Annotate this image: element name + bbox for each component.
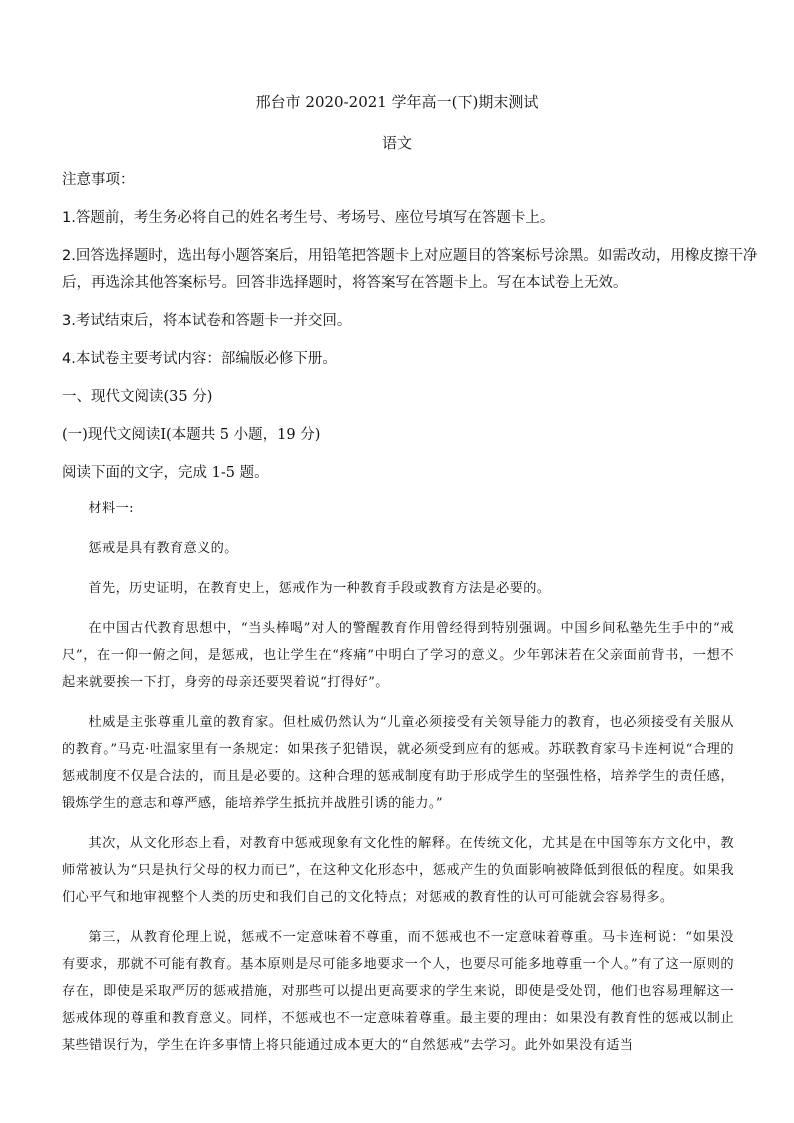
material-paragraph: 第三，从教育伦理上说，惩戒不一定意味着不尊重，而不惩戒也不一定意味着尊重。马卡连柯说：“如果没有要求，那就不可能有教育。基本原则是尽可能多地要求一个人，也要尽可能多地尊重一个人。”有了这一原则的存在，即使是采取严厉的惩戒措施，对那些可以提出更高要求的学生来说，即使是受处罚，他们也容易理解这一惩戒体现的尊重和教育意义。同样，不惩戒也不一定意味着尊重。最主要的理由：如果没有教育性的惩戒以制止某些错误行为，学生在许多事情上将只能通过成本更大的“自然惩戒”去学习。此外如果没有适当 <box>62 930 734 1053</box>
material-paragraph: 在中国古代教育思想中，“当头棒喝”对人的警醒教育作用曾经得到特别强调。中国乡间私塾先生手中的“戒尺”，在一仰一俯之间，是惩戒，也让学生在“疼痛”中明白了学习的意义。少年郭沫若在父亲面前背书，一想不起来就要挨一下打，身旁的母亲还要哭着说“打得好”。 <box>62 621 734 690</box>
reading-material <box>62 495 734 1059</box>
notice-item: 1.答题前，考生务必将自己的姓名考生号、考场号、座位号填写在答题卡上。 <box>62 210 555 226</box>
notice-heading: 注意事项： <box>62 172 135 188</box>
material-paragraph: 其次，从文化形态上看，对教育中惩戒现象有文化性的解释。在传统文化，尤其是在中国等东方文化中，教师常被认为“只是执行父母的权力而已”，在这种文化形态中，惩戒产生的负面影响被降低到很低的程度。如果我们心平气和地审视整个人类的历史和我们自己的文化特点；对惩戒的教育性的认可可能就会容易得多。 <box>62 836 734 905</box>
material-paragraph: 杜威是主张尊重儿童的教育家。但杜威仍然认为“儿童必须接受有关领导能力的教育，也必须接受有关服从的教育。”马克·吐温家里有一条规定：如果孩子犯错误，就必须受到应有的惩戒。苏联教育家马卡连柯说“合理的惩戒制度不仅是合法的，而且是必要的。这种合理的惩戒制度有助于形成学生的坚强性格，培养学生的责任感，锻炼学生的意志和尊严感，能培养学生抵抗并战胜引诱的能力。” <box>62 715 734 811</box>
material-paragraph: 惩戒是具有教育意义的。 <box>88 541 238 556</box>
material-label: 材料一: <box>88 501 134 516</box>
section-heading: 一、现代文阅读(35 分) <box>62 389 213 405</box>
notice-item: 后，再选涂其他答案标号。回答非选择题时，将答案写在答题卡上。写在本试卷上无效。 <box>62 275 628 291</box>
subject-title: 语文 <box>381 134 412 152</box>
reading-instruction: 阅读下面的文字，完成 1-5 题。 <box>62 465 269 481</box>
exam-title: 邢台市 2020-2021 学年高一(下)期末测试 <box>255 93 539 111</box>
notice-item: 2.回答选择题时，选出每小题答案后，用铅笔把答题卡上对应题目的答案标号涂黑。如需改动，用橡皮擦干净 <box>62 248 758 264</box>
sub-section-heading: (一)现代文阅读Ⅰ(本题共 5 小题，19 分) <box>62 427 321 443</box>
notice-item: 4.本试卷主要考试内容：部编版必修下册。 <box>62 351 337 367</box>
notice-item: 3.考试结束后，将本试卷和答题卡一并交回。 <box>62 313 352 329</box>
material-paragraph: 首先，历史证明，在教育史上，惩戒作为一种教育手段或教育方法是必要的。 <box>88 581 551 596</box>
